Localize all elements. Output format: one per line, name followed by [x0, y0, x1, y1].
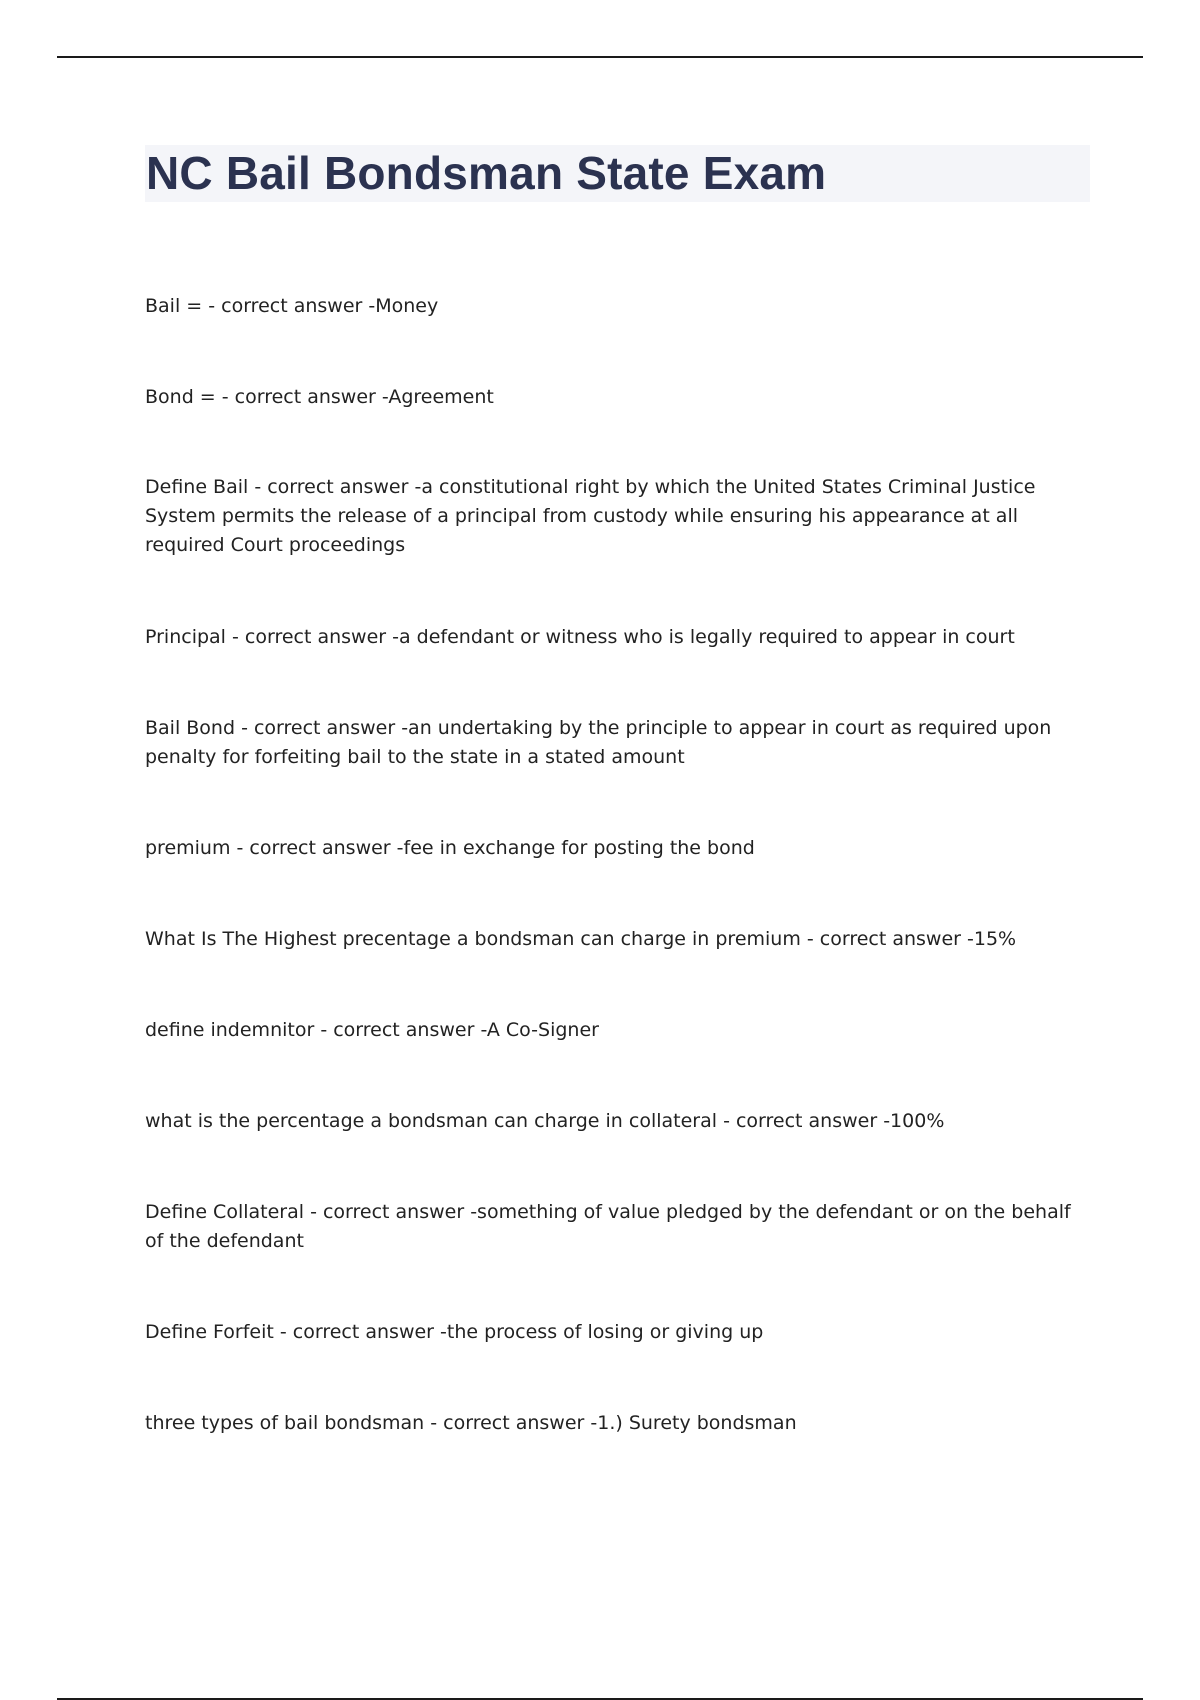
qa-item-indemnitor: define indemnitor - correct answer -A Co-Signer [145, 1019, 599, 1041]
qa-item-premium: premium - correct answer -fee in exchange for posting the bond [145, 837, 755, 859]
qa-item-types-of-bondsman: three types of bail bondsman - correct answer -1.) Surety bondsman [145, 1412, 797, 1434]
qa-item-define-forfeit: Define Forfeit - correct answer -the process of losing or giving up [145, 1321, 764, 1343]
qa-item-define-bail: Define Bail - correct answer -a constitutional right by which the United States Criminal Justice System permits the release of a principal from custody while ensuring his appearance at all required Court proceedings [145, 476, 1036, 556]
page-title: NC Bail Bondsman State Exam [146, 147, 827, 199]
top-divider [57, 56, 1143, 58]
qa-item-highest-percentage: What Is The Highest precentage a bondsman can charge in premium - correct answer -15% [145, 928, 1017, 950]
qa-item-bond: Bond = - correct answer -Agreement [145, 386, 494, 408]
qa-item-collateral-percentage: what is the percentage a bondsman can charge in collateral - correct answer -100% [145, 1110, 945, 1132]
qa-item-principal: Principal - correct answer -a defendant or witness who is legally required to appear in court [145, 626, 1015, 648]
qa-item-define-collateral: Define Collateral - correct answer -something of value pledged by the defendant or on the behalf of the defendant [145, 1201, 1071, 1252]
qa-item-bail: Bail = - correct answer -Money [145, 295, 439, 317]
qa-item-bail-bond: Bail Bond - correct answer -an undertaking by the principle to appear in court as required upon penalty for forfeiting bail to the state in a stated amount [145, 717, 1052, 768]
